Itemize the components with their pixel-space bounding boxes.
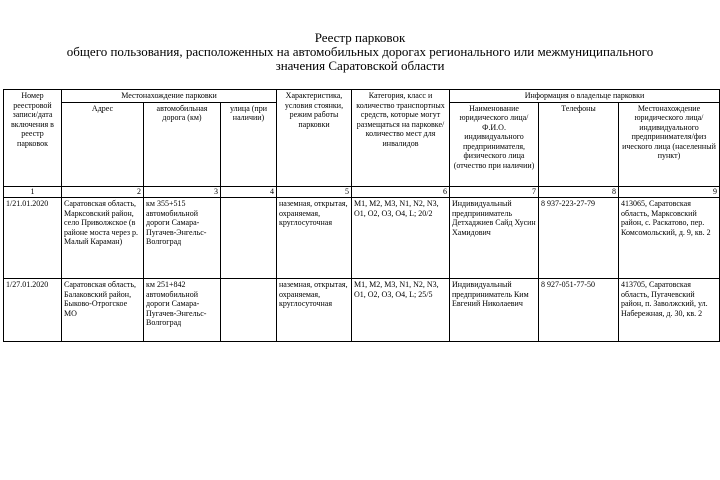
header-location-group: Местонахождение парковки [62,90,277,103]
column-number: 9 [619,187,720,198]
street-cell [221,279,277,342]
category-cell: М1, М2, М3, N1, N2, N3, О1, О2, О3, О4, L; 20/2 [352,198,450,279]
road-cell: км 251+842 автомобильной дороги Самара-Пугачев-Энгельс-Волгоград [144,279,221,342]
column-number: 7 [450,187,539,198]
column-number: 8 [539,187,619,198]
header-road: автомобильная дорога (км) [144,102,221,187]
characteristics-cell: наземная, открытая, охраняемая, круглосуточная [277,198,352,279]
parking-registry-table [3,89,720,342]
header-row-1 [4,90,720,103]
owner-location-cell: 413705, Саратовская область, Пугачевский район, п. Заволжский, ул. Набережная, д. 30, кв. 2 [619,279,720,342]
phone-cell: 8 937-223-27-79 [539,198,619,279]
header-owner-name: Наименование юридического лица/Ф.И.О. индивидуального предпринимателя, физического лица (отчество при наличии) [450,102,539,187]
phone-cell: 8 927-051-77-50 [539,279,619,342]
header-category: Категория, класс и количество транспортных средств, которые могут размещаться на парковке/количество мест для инвалидов [352,90,450,187]
table-row [4,198,720,279]
column-number: 5 [277,187,352,198]
header-owner-location: Местонахождение юридического лица/ индивидуального предпринимателя/физ ического лица (населенный пункт) [619,102,720,187]
title-line-2: общего пользования, расположенных на автомобильных дорогах регионального или межмуниципального [66,44,654,59]
title-line-3: значения Саратовской области [275,58,445,73]
header-owner-group: Информация о владельце парковки [450,90,720,103]
characteristics-cell: наземная, открытая, охраняемая, круглосуточная [277,279,352,342]
owner-location-cell: 413065, Саратовская область, Марксовский район, с. Раскатово, пер. Комсомольский, д. 9, кв. 2 [619,198,720,279]
owner-cell: Индивидуальный предприниматель Детхаджиев Сайд Хусин Хамидович [450,198,539,279]
owner-cell: Индивидуальный предприниматель Ким Евгений Николаевич [450,279,539,342]
column-number: 2 [62,187,144,198]
address-cell: Саратовская область, Балаковский район, Быково-Отрогское МО [62,279,144,342]
column-number: 4 [221,187,277,198]
column-number-row [4,187,720,198]
column-number: 1 [4,187,62,198]
header-phones: Телефоны [539,102,619,187]
document-title [0,31,720,73]
record-number-cell: 1/21.01.2020 [4,198,62,279]
column-number: 6 [352,187,450,198]
category-cell: М1, М2, М3, N1, N2, N3, О1, О2, О3, О4, L; 25/5 [352,279,450,342]
column-number: 3 [144,187,221,198]
header-characteristics: Характеристика, условия стоянки, режим работы парковки [277,90,352,187]
street-cell [221,198,277,279]
record-number-cell: 1/27.01.2020 [4,279,62,342]
header-address: Адрес [62,102,144,187]
table-row [4,279,720,342]
header-street: улица (при наличии) [221,102,277,187]
address-cell: Саратовская область, Марксовский район, село Приволжское (в районе моста через р. Малый Караман) [62,198,144,279]
road-cell: км 355+515 автомобильной дороги Самара-Пугачев-Энгельс-Волгоград [144,198,221,279]
header-record-number: Номер реестровой записи/дата включения в реестр парковок [4,90,62,187]
title-line-1: Реестр парковок [314,30,406,45]
